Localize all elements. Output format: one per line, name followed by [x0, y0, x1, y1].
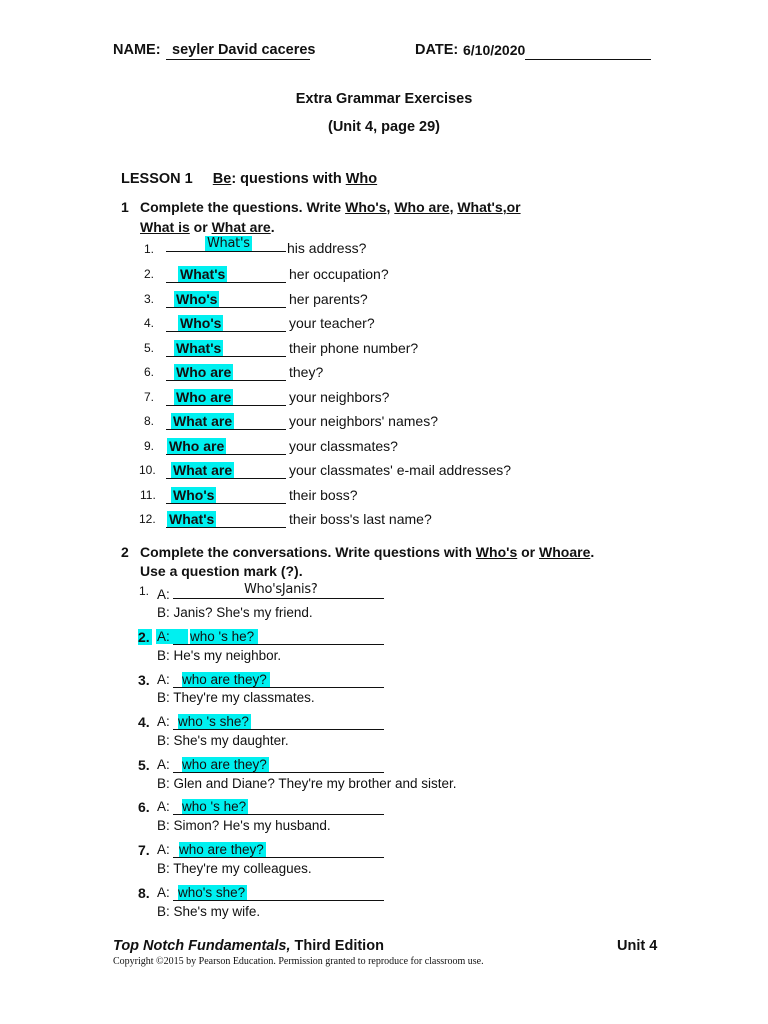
ex1-answer-line: [166, 478, 286, 479]
ex1-item-number: 6.: [144, 365, 155, 379]
ex1-question-text: their boss?: [289, 487, 358, 503]
ex1-sep3: ,or: [502, 199, 521, 215]
lesson-be: Be: [212, 171, 232, 187]
ex1-sep1: ,: [386, 199, 395, 215]
ex2-answer-line: [173, 729, 384, 730]
ex2-a-label: A:: [157, 714, 170, 729]
ex2-answer: who are they?: [182, 757, 267, 772]
ex2-answer-line: [173, 687, 384, 688]
ex1-question-text: your teacher?: [289, 315, 375, 331]
ex1-answer: Who's: [180, 315, 222, 331]
ex2-answer: Who'sJanis?: [244, 582, 318, 597]
ex2-a-label: A:: [157, 842, 170, 857]
ex1-item-number: 7.: [144, 390, 155, 404]
ex1-answer: Who's: [176, 291, 218, 307]
ex2-answer-line: [173, 644, 384, 645]
ex1-item-number: 4.: [144, 316, 155, 330]
ex2-response: B: He's my neighbor.: [157, 648, 282, 663]
name-label: NAME:: [113, 42, 161, 58]
ex1-answer: Who are: [176, 389, 232, 405]
ex1-word-what-are: What are: [211, 219, 271, 235]
name-value: seyler David caceres: [172, 42, 316, 58]
date-underline: [525, 59, 651, 60]
ex2-response: B: They're my colleagues.: [157, 861, 312, 876]
ex1-question-text: their boss's last name?: [289, 511, 432, 527]
ex1-instr-text: Complete the questions. Write: [140, 199, 346, 215]
ex2-answer-line: [173, 900, 384, 901]
ex1-answer: Who's: [173, 487, 215, 503]
ex1-answer-line: [166, 527, 286, 528]
ex1-number: 1: [121, 199, 129, 215]
ex1-answer-line: [166, 380, 286, 381]
ex1-question-text: his address?: [287, 240, 367, 256]
ex1-instructions: [140, 199, 521, 215]
page-title: Extra Grammar Exercises: [295, 91, 473, 107]
ex2-item-number: 6.: [138, 799, 150, 815]
ex1-item-number: 2.: [144, 267, 155, 281]
ex2-answer-line: [173, 598, 384, 599]
ex1-item-number: 12.: [139, 512, 156, 526]
ex1-answer: What's: [207, 236, 250, 251]
ex1-item-number: 11.: [140, 488, 156, 502]
ex1-period: .: [270, 219, 275, 235]
ex1-word-whats: What's: [457, 199, 503, 215]
ex1-word-whos: Who's: [345, 199, 387, 215]
ex2-answer: who 's he?: [182, 799, 247, 814]
ex2-response: B: Simon? He's my husband.: [157, 818, 331, 833]
ex1-answer-line: [166, 356, 286, 357]
ex1-question-text: your neighbors' names?: [289, 413, 438, 429]
ex1-answer-line: [166, 429, 286, 430]
ex1-item-number: 10.: [139, 463, 156, 477]
ex2-response: B: Glen and Diane? They're my brother and sister.: [157, 776, 457, 791]
ex2-word-whos: Who's: [475, 544, 518, 560]
ex1-item-number: 3.: [144, 292, 155, 306]
ex1-word-what-is: What is: [140, 219, 190, 235]
footer-book: Top Notch Fundamentals,: [113, 938, 291, 954]
ex2-item-number: 2.: [138, 629, 150, 645]
ex2-item-number: 1.: [139, 584, 150, 598]
ex2-item-number: 8.: [138, 885, 150, 901]
ex1-answer: Who are: [169, 438, 225, 454]
ex1-answer: What are: [173, 413, 233, 429]
ex2-word-whoare: Whoare: [539, 544, 591, 560]
ex1-answer-line: [166, 307, 286, 308]
ex1-sep2: ,: [449, 199, 458, 215]
ex1-answer-line: [166, 405, 286, 406]
ex2-answer: who 's she?: [178, 714, 249, 729]
ex2-response: B: She's my daughter.: [157, 733, 289, 748]
ex2-a-label: A:: [157, 799, 170, 814]
ex1-item-number: 1.: [144, 242, 155, 256]
ex2-a-label: A:: [157, 885, 170, 900]
lesson-colon: : questions with: [231, 171, 346, 187]
ex2-answer-line: [173, 857, 384, 858]
lesson-who: Who: [345, 171, 378, 187]
ex1-answer: What's: [176, 340, 222, 356]
ex2-a-label: A:: [157, 672, 170, 687]
ex1-answer: What's: [180, 266, 226, 282]
ex1-answer-line: [166, 503, 286, 504]
ex1-answer-line: [166, 454, 286, 455]
ex1-answer: What are: [173, 462, 233, 478]
ex1-word-who-are: Who are: [394, 199, 450, 215]
ex2-answer: who's she?: [178, 885, 246, 900]
ex2-answer-line: [173, 772, 384, 773]
ex2-item-number: 4.: [138, 714, 150, 730]
ex2-answer: who are they?: [179, 842, 264, 857]
ex1-question-text: they?: [289, 364, 324, 380]
ex1-question-text: your classmates' e-mail addresses?: [289, 462, 512, 478]
date-label: DATE:: [415, 42, 459, 58]
ex2-response: B: Janis? She's my friend.: [157, 605, 313, 620]
ex2-answer-line: [173, 814, 384, 815]
ex1-question-text: their phone number?: [289, 340, 419, 356]
ex1-answer: What's: [169, 511, 215, 527]
ex1-question-text: your neighbors?: [289, 389, 390, 405]
footer-unit: Unit 4: [617, 938, 658, 954]
ex1-item-number: 5.: [144, 341, 155, 355]
ex2-item-number: 5.: [138, 757, 150, 773]
ex2-number: 2: [121, 544, 129, 560]
ex1-answer-line: [166, 331, 286, 332]
ex1-answer: Who are: [176, 364, 232, 380]
ex2-answer: who are they?: [182, 672, 270, 687]
ex2-instr-text: Complete the conversations. Write questions with: [140, 544, 476, 560]
ex1-or: or: [189, 219, 212, 235]
ex1-item-number: 8.: [144, 414, 155, 428]
ex2-answer: who 's he?: [190, 629, 258, 644]
ex1-answer-line: [166, 251, 286, 252]
ex1-instructions-line2: [140, 219, 275, 235]
ex2-instructions: [140, 544, 594, 560]
footer-copyright: Copyright ©2015 by Pearson Education. Permission granted to reproduce for classroom use.: [113, 956, 484, 967]
ex2-a-label: A:: [157, 757, 170, 772]
ex2-a-label: A:: [157, 587, 170, 602]
ex2-or: or: [517, 544, 540, 560]
ex2-response: B: She's my wife.: [157, 904, 261, 919]
ex1-question-text: her parents?: [289, 291, 368, 307]
footer-edition: Third Edition: [290, 938, 384, 954]
date-value: 6/10/2020: [463, 42, 526, 58]
ex2-item-number: 3.: [138, 672, 150, 688]
lesson-label: LESSON 1: [121, 171, 193, 187]
name-underline: [166, 59, 310, 60]
lesson-heading: [121, 171, 377, 187]
ex1-item-number: 9.: [144, 439, 155, 453]
ex2-period: .: [590, 544, 595, 560]
ex2-item-number: 7.: [138, 842, 150, 858]
ex2-a-label: A:: [156, 629, 188, 644]
footer-book-title: [113, 938, 384, 954]
ex1-question-text: your classmates?: [289, 438, 398, 454]
ex1-answer-line: [166, 282, 286, 283]
ex2-response: B: They're my classmates.: [157, 690, 315, 705]
ex2-instructions-line2: Use a question mark (?).: [140, 563, 303, 579]
page-subtitle: (Unit 4, page 29): [328, 119, 440, 135]
ex1-question-text: her occupation?: [289, 266, 389, 282]
